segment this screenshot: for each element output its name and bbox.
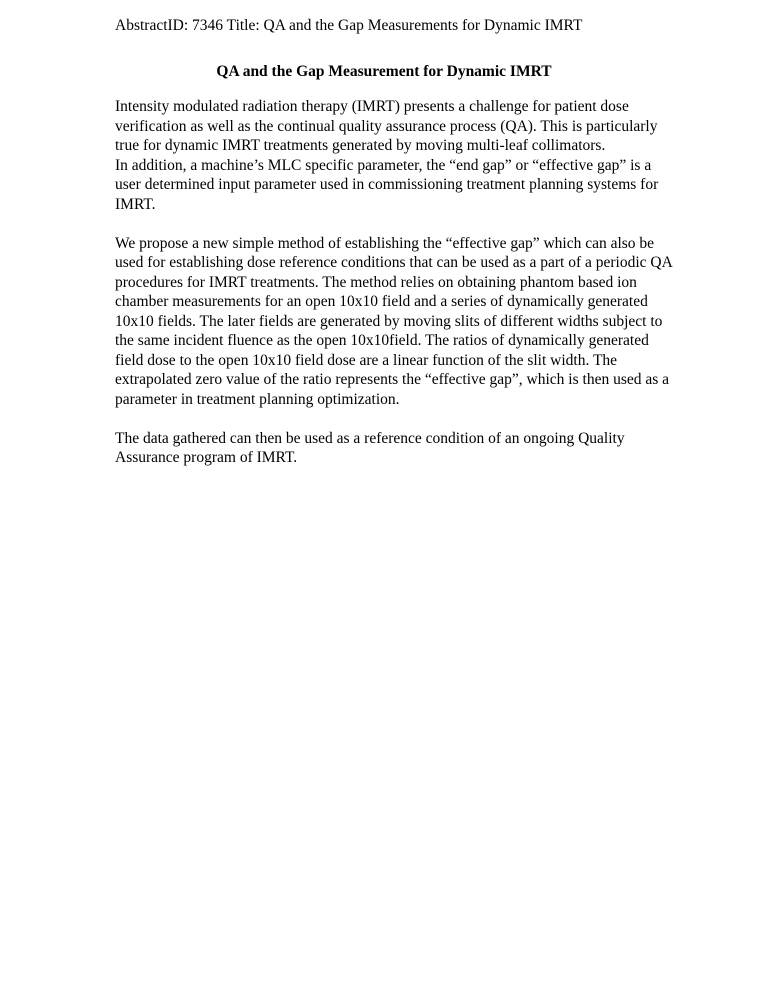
paragraph-method: [115, 234, 675, 410]
abstract-header: AbstractID: 7346 Title: QA and the Gap Measurements for Dynamic IMRT: [115, 17, 583, 34]
paragraph-line: The data gathered can then be used as a reference condition of an ongoing Quality: [115, 429, 625, 447]
paragraph-line: 10x10 fields. The later fields are generated by moving slits of different widths subject to: [115, 312, 663, 330]
paragraph-line: parameter in treatment planning optimization.: [115, 390, 400, 408]
paragraph-line: procedures for IMRT treatments. The method relies on obtaining phantom based ion: [115, 273, 637, 291]
paragraph-line: Intensity modulated radiation therapy (IMRT) presents a challenge for patient dose: [115, 98, 629, 115]
paragraph-spacer: [115, 409, 675, 429]
paragraph-line: IMRT.: [115, 195, 156, 213]
paragraph-line: field dose to the open 10x10 field dose are a linear function of the slit width. The: [115, 351, 618, 369]
paragraph-line: user determined input parameter used in commissioning treatment planning systems for: [115, 176, 659, 193]
paragraph-line: chamber measurements for an open 10x10 field and a series of dynamically generated: [115, 293, 648, 310]
paragraph-line: the same incident fluence as the open 10x10field. The ratios of dynamically generated: [115, 332, 649, 349]
paragraph-line: We propose a new simple method of establishing the “effective gap” which can also be: [115, 234, 655, 252]
paragraph-intro: [115, 97, 675, 214]
paragraph-line: verification as well as the continual quality assurance process (QA). This is particularly: [115, 117, 658, 135]
document-title: QA and the Gap Measurement for Dynamic IMRT: [216, 63, 552, 80]
paragraph-line: extrapolated zero value of the ratio represents the “effective gap”, which is then used as a: [115, 371, 670, 388]
document-body: [115, 97, 675, 468]
paragraph-line: used for establishing dose reference conditions that can be used as a part of a periodic QA: [115, 254, 673, 271]
paragraph-line: Assurance program of IMRT.: [115, 449, 298, 466]
paragraph-line: true for dynamic IMRT treatments generated by moving multi-leaf collimators.: [115, 137, 606, 154]
paragraph-conclusion: [115, 429, 675, 468]
paragraph-spacer: [115, 214, 675, 234]
paragraph-line: In addition, a machine’s MLC specific parameter, the “end gap” or “effective gap” is a: [115, 156, 652, 174]
